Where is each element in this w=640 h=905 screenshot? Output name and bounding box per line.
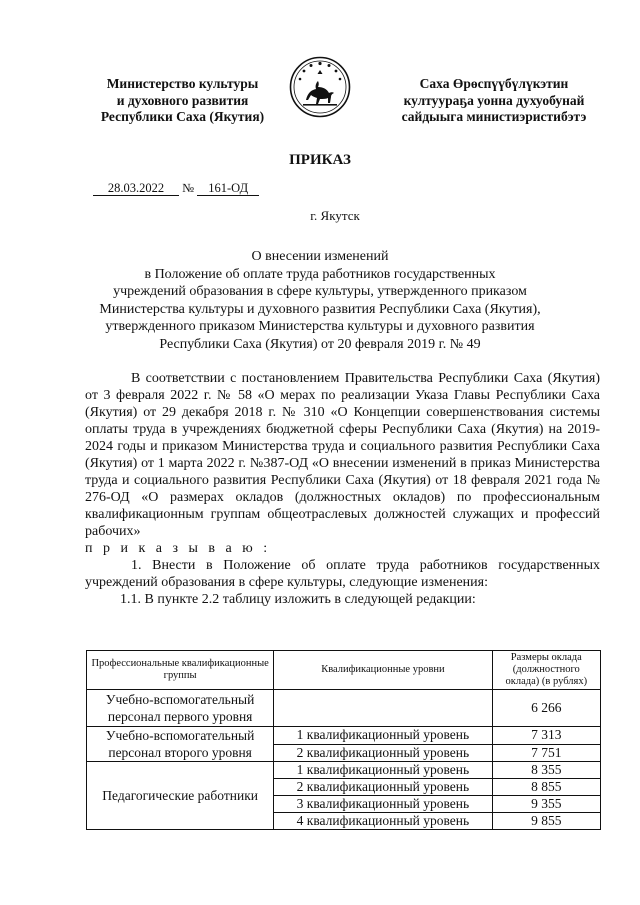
column-header: Квалификационные уровни — [274, 651, 492, 690]
level-cell: 2 квалификационный уровень — [274, 744, 492, 762]
salary-table — [86, 650, 601, 830]
order-word: п р и к а з ы в а ю : — [85, 541, 271, 556]
level-cell: 3 квалификационный уровень — [274, 796, 492, 813]
group-name-cell: Педагогические работники — [87, 762, 274, 830]
subject-line: О внесении изменений — [251, 249, 389, 264]
order-number: 161-ОД — [197, 182, 259, 196]
document-title: ПРИКАЗ — [289, 152, 351, 168]
ministry-name-russian — [80, 76, 285, 126]
salary-cell: 8 355 — [492, 762, 600, 779]
table-header-row — [87, 651, 601, 690]
salary-cell: 8 855 — [492, 779, 600, 796]
column-header: Размеры оклада (должностного оклада) (в рублях) — [492, 651, 600, 690]
column-header: Профессиональные квалификационные группы — [87, 651, 274, 690]
ministry-name-line: Министерство культуры — [106, 76, 259, 91]
preamble-paragraph: В соответствии с постановлением Правительства Республики Саха (Якутия) от 3 февраля 2022 г. № 58 «О мерах по реализации Указа Главы Республики Саха (Якутия) от 29 декабря 2018 г. № 310 «О Концепции совершенствования системы оплаты труда в учреждениях бюджетной сферы Республики Саха (Якутия) на 2019-2024 годы и приказом Министерства труда и социального развития Республики Саха (Якутия) от 1 марта 2022 г. №387-ОД «О внесении изменений в приказ Министерства труда и социального развития Республики Саха (Якутия) от 18 февраля 2021 года № 276-ОД «О размерах окладов (должностных окладов) по профессиональным квалификационным группам общеотраслевых должностей служащих и профессий рабочих» — [85, 371, 600, 539]
level-cell: 1 квалификационный уровень — [274, 727, 492, 745]
subject-line: в Положение об оплате труда работников государственных — [144, 266, 496, 282]
group-name-cell: Учебно-вспомогательный персонал второго уровня — [87, 727, 274, 762]
table-row — [87, 690, 601, 727]
order-item-1-1: 1.1. В пункте 2.2 таблицу изложить в следующей редакции: — [120, 592, 476, 607]
number-sign: № — [182, 181, 195, 195]
ministry-name-line: и духовного развития — [116, 92, 249, 108]
ministry-name-line: Республики Саха (Якутия) — [100, 109, 265, 124]
ministry-name-line: сайдыыга министиэристибэтэ — [401, 109, 587, 124]
salary-cell: 9 855 — [492, 813, 600, 830]
table-row — [87, 727, 601, 745]
subject-line: Министерства культуры и духовного развития Республики Саха (Якутия), — [99, 301, 541, 317]
group-name-cell: Учебно-вспомогательный персонал первого уровня — [87, 690, 274, 727]
salary-cell: 9 355 — [492, 796, 600, 813]
order-date: 28.03.2022 — [93, 182, 179, 196]
city-name: г. Якутск — [310, 208, 360, 223]
order-item-1: 1. Внести в Положение об оплате труда работников государственных учреждений образования в сфере культуры, следующие изменения: — [85, 558, 600, 590]
level-cell: 2 квалификационный уровень — [274, 779, 492, 796]
table-row — [87, 762, 601, 779]
salary-cell: 7 313 — [492, 727, 600, 745]
order-date-number — [93, 181, 259, 196]
ministry-name-line: Саха Өрөспүүбүлүкэтин — [419, 76, 569, 91]
level-cell — [274, 690, 492, 727]
ministry-name-sakha — [388, 76, 600, 126]
order-subject — [85, 248, 555, 353]
order-body — [85, 370, 600, 608]
subject-line: учреждений образования в сфере культуры, утвержденного приказом — [113, 284, 527, 299]
level-cell: 4 квалификационный уровень — [274, 813, 492, 830]
ministry-name-line: култуураҕа уонна духуобунай — [403, 92, 585, 108]
level-cell: 1 квалификационный уровень — [274, 762, 492, 779]
salary-cell: 6 266 — [492, 690, 600, 727]
subject-line: Республики Саха (Якутия) от 20 февраля 2019 г. № 49 — [159, 336, 481, 352]
subject-line: утвержденного приказом Министерства культуры и духовного развития — [105, 319, 535, 334]
sakha-coat-of-arms-icon — [289, 56, 351, 118]
salary-cell: 7 751 — [492, 744, 600, 762]
